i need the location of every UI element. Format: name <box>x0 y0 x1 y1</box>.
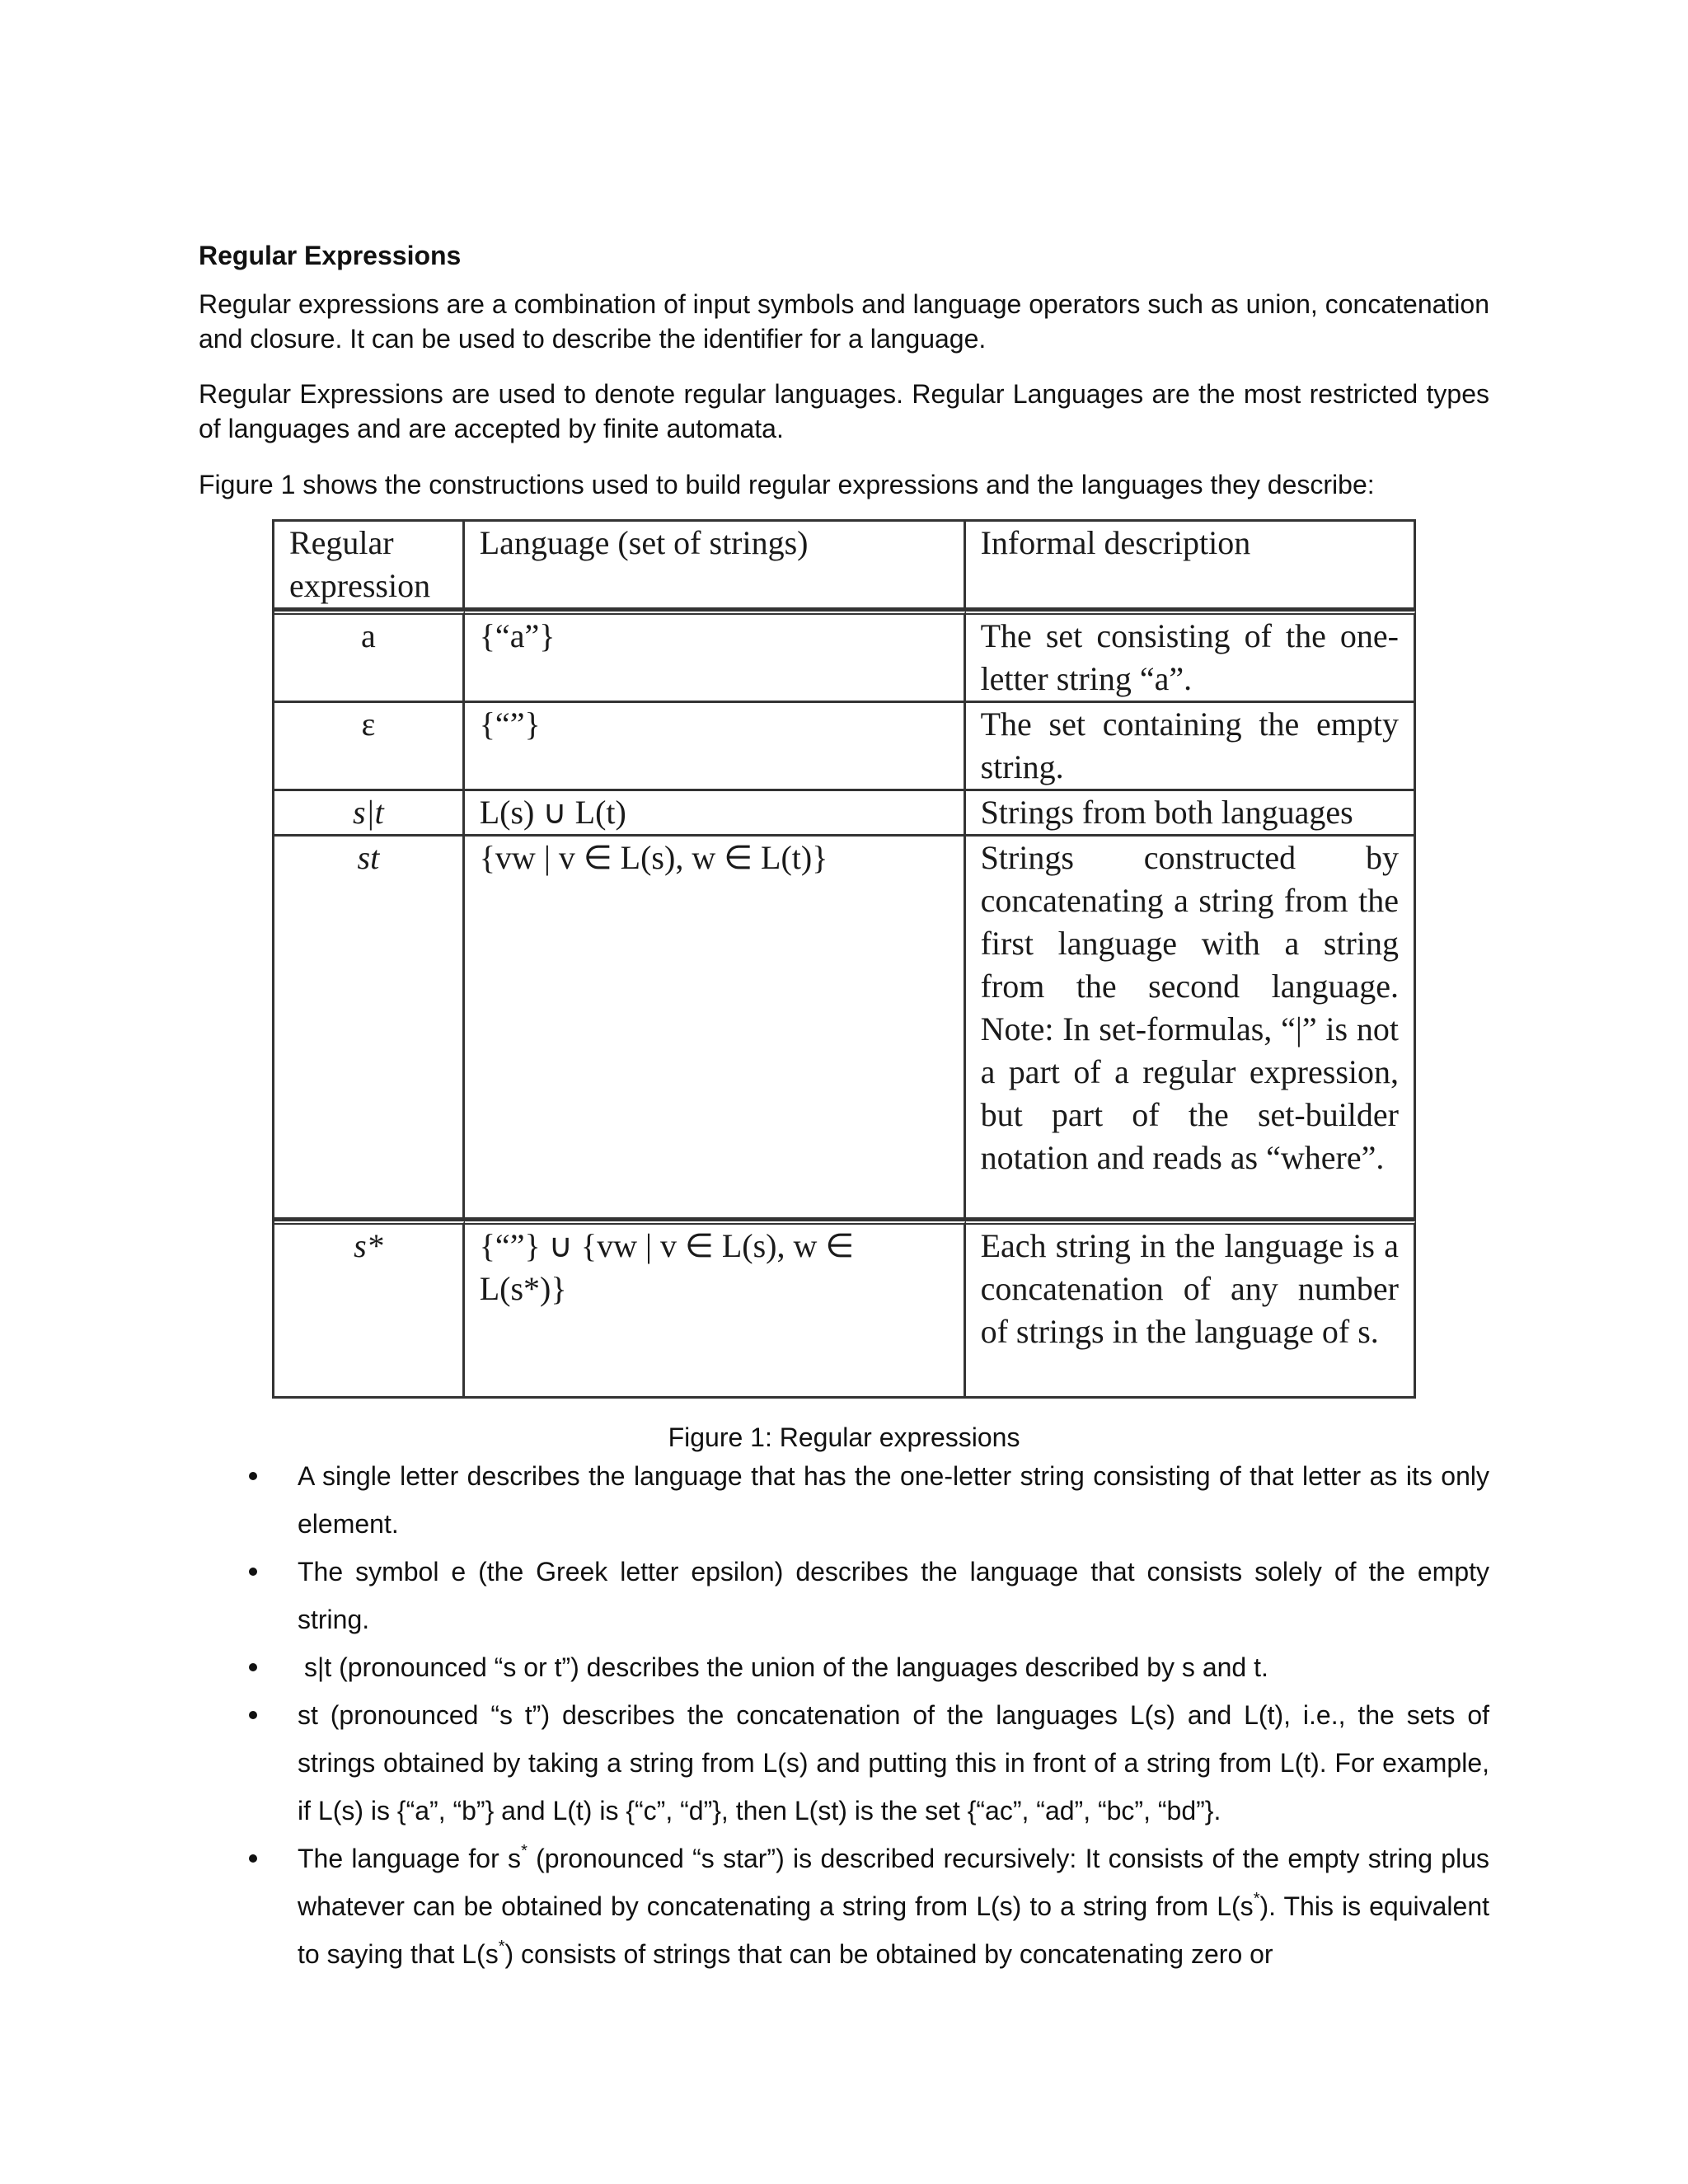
table-row <box>274 791 1416 837</box>
superscript-star: * <box>1253 1890 1260 1908</box>
header-description: Informal description <box>966 522 1416 610</box>
bullet-icon <box>249 1472 257 1480</box>
row-description: The set containing the empty string. <box>966 703 1416 791</box>
figure-caption: Figure 1: Regular expressions <box>668 1422 1020 1452</box>
row-regex <box>274 791 465 837</box>
bullet-text-part: ) consists of strings that can be obtained by concatenating zero or <box>504 1939 1273 1969</box>
superscript-star: * <box>521 1842 528 1860</box>
list-item <box>199 1643 1489 1691</box>
row-language: {“”} <box>465 703 966 791</box>
bullet-text <box>298 1844 1489 1969</box>
list-item <box>199 1548 1489 1643</box>
row-description: The set consisting of the one-letter string “a”. <box>966 610 1416 703</box>
row-description: Strings from both languages <box>966 791 1416 837</box>
bullet-text: s|t (pronounced “s or t”) describes the union of the languages described by s and t. <box>304 1652 1268 1682</box>
bullet-text-part: (pronounced “s star”) is described recursively: It consists of the empty string plus whatever can be obtained by concatenating a string from L(s) to a string from L(s <box>298 1844 1490 1921</box>
row-language: {“a”} <box>465 610 966 703</box>
regex-symbol: st <box>357 839 380 876</box>
table-row <box>274 610 1416 703</box>
row-regex <box>274 703 465 791</box>
row-language: {“”} ∪ {vw | v ∈ L(s), w ∈ L(s*)} <box>465 1220 966 1399</box>
bullet-text: The symbol e (the Greek letter epsilon) describes the language that consists solely of the empty string. <box>298 1557 1489 1634</box>
paragraph-intro: Regular expressions are a combination of input symbols and language operators such as union, concatenation and closure. It can be used to describe the identifier for a language. <box>199 289 1489 354</box>
bullet-icon <box>249 1568 257 1576</box>
paragraph-figure-reference: Figure 1 shows the constructions used to build regular expressions and the languages they describe: <box>199 470 1375 499</box>
table-header-row <box>274 522 1416 610</box>
row-description: Strings constructed by concatenating a string from the first language with a string from the second language. Note: In set-formulas, “|” is not a part of a regular expression, but part of the set-builder notation and reads as “where”. <box>966 837 1416 1220</box>
row-language: {vw | v ∈ L(s), w ∈ L(t)} <box>465 837 966 1220</box>
bullet-icon <box>249 1711 257 1719</box>
table-row <box>274 1220 1416 1399</box>
header-regex-line1: Regular <box>289 524 394 561</box>
bullet-icon <box>249 1663 257 1671</box>
bullet-text-part: The language for s <box>298 1844 522 1873</box>
row-regex <box>274 610 465 703</box>
regex-symbol: a <box>360 617 376 654</box>
header-language: Language (set of strings) <box>465 522 966 610</box>
list-item <box>199 1691 1489 1835</box>
bullet-text: st (pronounced “s t”) describes the concatenation of the languages L(s) and L(t), i.e., the sets of strings obtained by taking a string from L(s) and putting this in front of a string from L(t). For example, if L(s) is {“a”, “b”} and L(t) is {“c”, “d”}, then L(st) is the set {“ac”, “ad”, “bc”, “bd”}. <box>298 1700 1489 1825</box>
superscript-star: * <box>498 1938 505 1956</box>
list-item <box>199 1835 1489 1978</box>
row-description: Each string in the language is a concatenation of any number of strings in the language of s. <box>966 1220 1416 1399</box>
table-row <box>274 837 1416 1220</box>
regex-table <box>272 519 1416 1399</box>
row-regex <box>274 837 465 1220</box>
table-row <box>274 703 1416 791</box>
list-item <box>199 1452 1489 1548</box>
regex-symbol: ε <box>361 705 376 743</box>
row-language: L(s) ∪ L(t) <box>465 791 966 837</box>
regex-symbol: s|t <box>353 794 384 831</box>
bullet-icon <box>249 1854 257 1863</box>
row-regex <box>274 1220 465 1399</box>
bullet-text-part: ). This is equivalent to saying that L(s <box>298 1891 1490 1969</box>
paragraph-regular-languages: Regular Expressions are used to denote regular languages. Regular Languages are the most restricted types of languages and are accepted by finite automata. <box>199 379 1489 443</box>
section-heading: Regular Expressions <box>199 241 462 270</box>
bullet-list <box>199 1452 1489 1978</box>
header-regex <box>274 522 465 610</box>
header-regex-line2: expression <box>289 567 431 604</box>
regex-symbol: s* <box>354 1227 383 1264</box>
bullet-text: A single letter describes the language that has the one-letter string consisting of that letter as its only element. <box>298 1461 1489 1539</box>
